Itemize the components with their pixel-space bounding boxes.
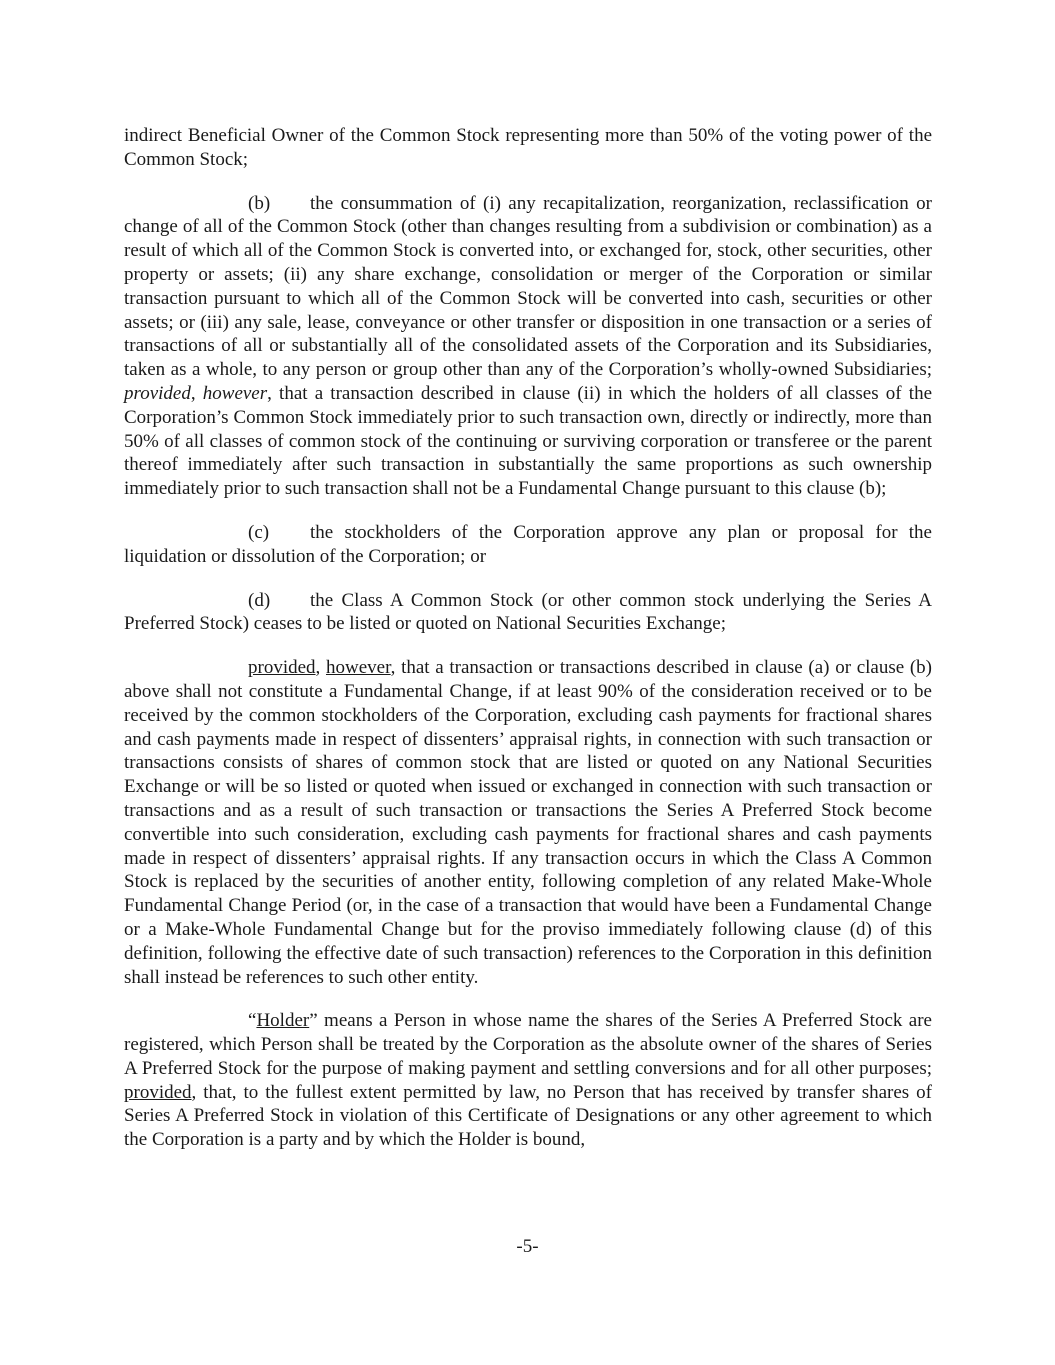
clause-d-paragraph xyxy=(124,589,932,637)
clause-c-text: the stockholders of the Corporation approve any plan or proposal for the liquidation or dissolution of the Corporation; or xyxy=(124,521,932,567)
holder-text-1: ” means a Person in whose name the shares of the Series A Preferred Stock are registered, which Person shall be treated by the Corporation as the absolute owner of the shares of Series A Preferred Stock for the purpose of making payment and settling conversions and for all other purposes; xyxy=(124,1010,932,1079)
clause-b-provided: provided xyxy=(124,382,191,404)
clause-c-paragraph xyxy=(124,521,932,569)
proviso-comma: , xyxy=(315,657,326,679)
proviso-however: however xyxy=(325,657,391,679)
document-page xyxy=(124,124,932,1172)
proviso-text: , that a transaction or transactions described in clause (a) or clause (b) above shall not constitute a Fundamental Change, if at least 90% of the consideration received or to be received by the common stockholders of the Corporation, excluding cash payments for fractional shares and cash payments made in respect of dissenters’ appraisal rights, in connection with such transaction or transactions consists of shares of common stock that are listed or quoted on any National Securities Exchange or will be so listed or quoted when issued or exchanged in connection with such transaction or transactions and as a result of such transaction or transactions the Series A Preferred Stock become convertible into such consideration, excluding cash payments for fractional shares and cash payments made in respect of dissenters’ appraisal rights. If any transaction occurs in which the Class A Common Stock is replaced by the securities of another entity, following completion of any related Make-Whole Fundamental Change Period (or, in the case of a transaction that would have been a Fundamental Change or a Make-Whole Fundamental Change but for the proviso immediately following clause (d) of this definition, following the effective date of such transaction) references to the Corporation in this definition shall instead be references to such other entity. xyxy=(124,657,933,988)
clause-b-text-1: the consummation of (i) any recapitalization, reorganization, reclassification or change of all of the Common Stock (other than changes resulting from a subdivision or combination) as a result of which all of the Common Stock is converted into, or exchanged for, stock, other securities, other property or assets; (ii) any share exchange, consolidation or merger of the Corporation or similar transaction pursuant to which all of the Common Stock will be converted into cash, securities or other assets; or (iii) any sale, lease, conveyance or other transfer or disposition in one transaction or a series of transactions of all or substantially all of the consolidated assets of the Corporation and its Subsidiaries, taken as a whole, to any person or group other than any of the Corporation’s wholly-owned Subsidiaries; xyxy=(124,192,932,381)
clause-b-however: however xyxy=(202,382,268,404)
clause-d-text: the Class A Common Stock (or other common stock underlying the Series A Preferred Stock) ceases to be listed or quoted on National Securities Exchange; xyxy=(124,589,932,635)
intro-paragraph: indirect Beneficial Owner of the Common Stock representing more than 50% of the voting power of the Common Stock; xyxy=(124,125,932,170)
holder-term: Holder xyxy=(256,1010,310,1032)
proviso-provided: provided xyxy=(248,657,316,679)
holder-provided: provided xyxy=(124,1081,192,1103)
clause-c-label: (c) xyxy=(248,521,270,543)
clause-b-text-2: , that a transaction described in clause (ii) in which the holders of all classes of the Corporation’s Common Stock immediately prior to such transaction own, directly or indirectly, more than 50% of all classes of common stock of the continuing or surviving corporation or transferee or the parent thereof immediately after such transaction in substantially the same proportions as such ownership immediately prior to such transaction shall not be a Fundamental Change pursuant to this clause (b); xyxy=(124,382,932,500)
clause-b-paragraph xyxy=(124,192,932,501)
proviso-paragraph xyxy=(124,656,932,989)
holder-definition-paragraph xyxy=(124,1009,932,1152)
clause-b-label: (b) xyxy=(248,192,271,214)
holder-text-2: , that, to the fullest extent permitted by law, no Person that has received by transfer shares of Series A Preferred Stock in violation of this Certificate of Designations or any other agreement to which the Corporation is a party and by which the Holder is bound, xyxy=(124,1081,932,1151)
clause-d-label: (d) xyxy=(248,589,271,611)
page-number: -5- xyxy=(516,1236,539,1257)
holder-open-quote: “ xyxy=(248,1010,257,1032)
clause-b-comma: , xyxy=(190,382,203,404)
